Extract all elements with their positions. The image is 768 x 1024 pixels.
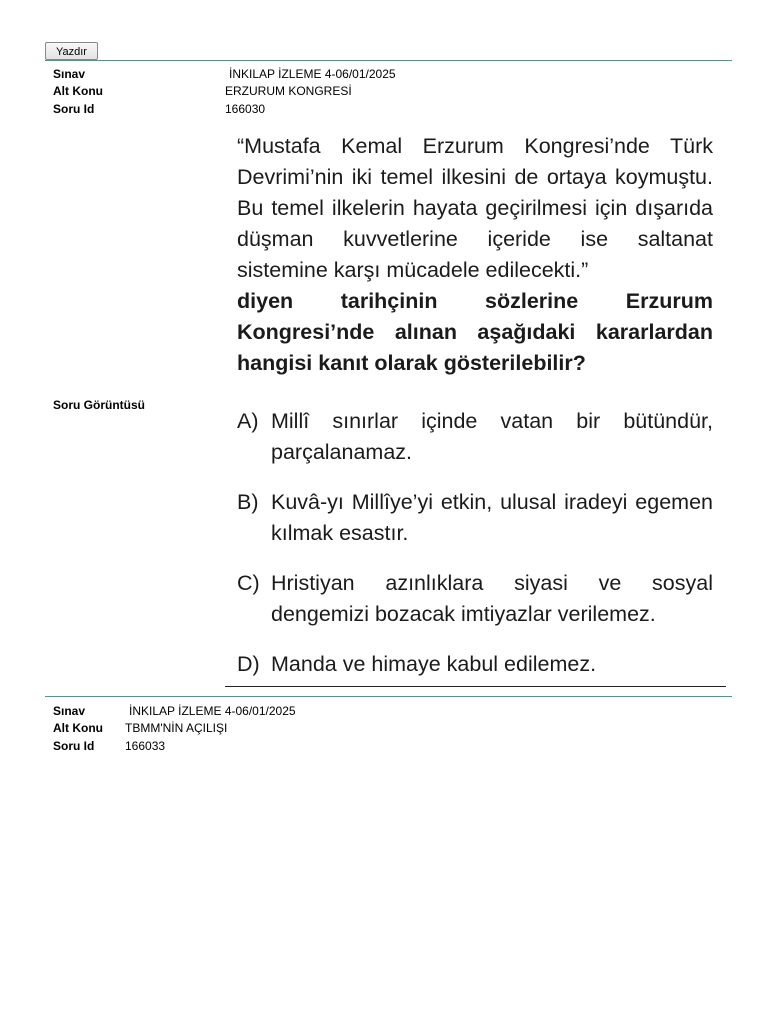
sinav-value: İNKILAP İZLEME 4-06/01/2025 bbox=[129, 704, 296, 718]
soru-id-label: Soru Id bbox=[53, 102, 95, 116]
option-letter: B) bbox=[237, 490, 259, 514]
alt-konu-label: Alt Konu bbox=[53, 84, 103, 98]
option-letter: C) bbox=[237, 571, 260, 595]
sinav-label: Sınav bbox=[53, 704, 86, 718]
soru-goruntusu-label: Soru Görüntüsü bbox=[53, 398, 145, 412]
question-image bbox=[237, 131, 713, 680]
alt-konu-value: TBMM'NİN AÇILIŞI bbox=[125, 721, 228, 735]
option-text: Manda ve himaye kabul edilemez. bbox=[271, 652, 597, 676]
print-button[interactable]: Yazdır bbox=[45, 42, 98, 60]
option-text: Hristiyan azınlıklara siyasi ve sosyal dengemizi bozacak imtiyazlar verilemez. bbox=[271, 571, 713, 626]
option-text: Millî sınırlar içinde vatan bir bütündür, parçalanamaz. bbox=[271, 409, 713, 464]
sinav-label: Sınav bbox=[53, 67, 86, 81]
option-d bbox=[237, 649, 713, 680]
question-prompt: diyen tarihçinin sözlerine Erzurum Kongresi’nde alınan aşağıdaki kararlardan hangisi kanıt olarak gösterilebilir? bbox=[237, 289, 713, 375]
option-letter: D) bbox=[237, 652, 260, 676]
option-letter: A) bbox=[237, 409, 259, 433]
option-text: Kuvâ-yı Millîye’yi etkin, ulusal iradeyi egemen kılmak esastır. bbox=[271, 490, 713, 545]
alt-konu-label: Alt Konu bbox=[53, 721, 103, 735]
option-c bbox=[237, 568, 713, 630]
alt-konu-value: ERZURUM KONGRESİ bbox=[225, 84, 352, 98]
divider bbox=[45, 60, 732, 61]
question-stem: “Mustafa Kemal Erzurum Kongresi’nde Türk Devrimi’nin iki temel ilkesini de ortaya koymuştu. Bu temel ilkelerin hayata geçirilmesi için dışarıda düşman kuvvetlerine içeride ise saltanat sistemine karşı mücadele edilecekti.” bbox=[237, 134, 713, 282]
option-a bbox=[237, 406, 713, 468]
question-underline bbox=[225, 686, 726, 687]
soru-id-label: Soru Id bbox=[53, 739, 95, 753]
soru-id-value: 166030 bbox=[225, 102, 266, 116]
option-b bbox=[237, 487, 713, 549]
soru-id-value: 166033 bbox=[125, 739, 166, 753]
sinav-value: İNKILAP İZLEME 4-06/01/2025 bbox=[229, 67, 396, 81]
divider bbox=[45, 696, 732, 697]
